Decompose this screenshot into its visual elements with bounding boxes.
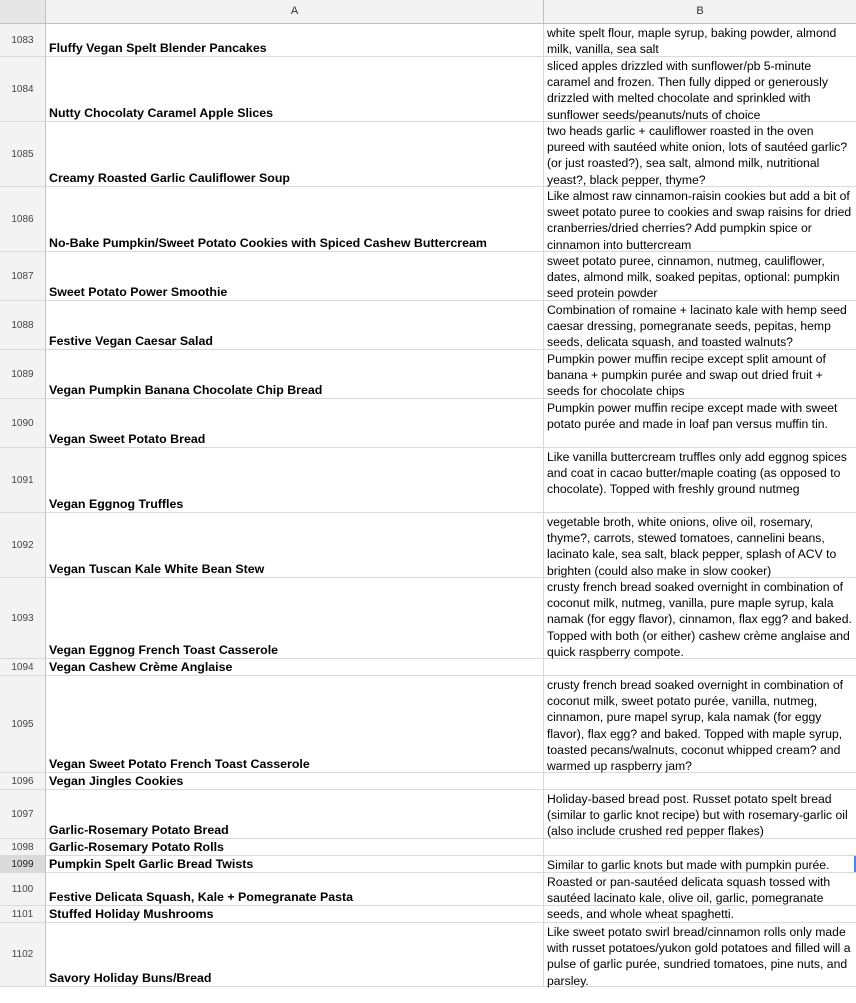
table-row[interactable] — [0, 659, 856, 676]
recipe-name-cell[interactable] — [46, 57, 544, 121]
recipe-notes-cell[interactable]: two heads garlic + cauliflower roasted in the oven pureed with sautéed white onion, lots of sautéed garlic? (or just roasted?), sea salt, almond milk, nutritional yeast?, black pepper, thyme? — [547, 124, 848, 187]
recipe-name: Pumpkin Spelt Garlic Bread Twists — [49, 857, 254, 871]
recipe-name-cell[interactable] — [46, 513, 544, 577]
recipe-name-cell[interactable] — [46, 448, 544, 512]
table-row[interactable] — [0, 578, 856, 659]
recipe-notes-cell[interactable]: white spelt flour, maple syrup, baking powder, almond milk, vanilla, sea salt — [547, 26, 837, 57]
table-row[interactable] — [0, 856, 856, 873]
recipe-name-cell[interactable] — [46, 906, 544, 922]
recipe-notes-cell[interactable] — [544, 773, 856, 789]
recipe-name-cell[interactable] — [46, 659, 544, 675]
table-row[interactable] — [0, 676, 856, 773]
table-row[interactable] — [0, 187, 856, 252]
recipe-name-cell[interactable] — [46, 24, 544, 56]
recipe-name: Vegan Tuscan Kale White Bean Stew — [49, 562, 265, 576]
recipe-name-cell[interactable] — [46, 350, 544, 398]
recipe-notes-cell[interactable]: Combination of romaine + lacinato kale with hemp seed caesar dressing, pomegranate seeds, pepitas, hemp seeds, delicata squash, and toasted walnuts? — [547, 303, 847, 350]
recipe-notes-cell[interactable]: sweet potato puree, cinnamon, nutmeg, cauliflower, dates, almond milk, soaked pepitas, optional: pumpkin seed protein powder — [547, 254, 840, 301]
recipe-name: Vegan Sweet Potato French Toast Casserole — [49, 757, 310, 771]
row-number[interactable]: 1102 — [0, 923, 46, 986]
recipe-notes-cell[interactable]: Pumpkin power muffin recipe except split amount of banana + pumpkin purée and swap out dried fruit + seeds for chocolate chips — [547, 352, 826, 399]
table-row[interactable] — [0, 350, 856, 399]
recipe-name-cell[interactable] — [46, 790, 544, 838]
row-number[interactable]: 1087 — [0, 252, 46, 300]
select-all-corner[interactable] — [0, 0, 46, 24]
recipe-name: Nutty Chocolaty Caramel Apple Slices — [49, 106, 274, 120]
row-number[interactable]: 1091 — [0, 448, 46, 512]
recipe-notes-cell[interactable] — [544, 839, 856, 855]
row-number[interactable]: 1088 — [0, 301, 46, 349]
row-number[interactable]: 1100 — [0, 873, 46, 905]
recipe-name: Festive Delicata Squash, Kale + Pomegranate Pasta — [49, 890, 354, 904]
recipe-notes-cell[interactable]: crusty french bread soaked overnight in combination of coconut milk, sweet potato purée, vanilla, nutmeg, cinnamon, pure mapel syrup, kala namak (for eggy flavor), flax egg? and baked. Topped with maple syrup, toasted pecans/walnuts, coconut whipped cream? and warmed up raspberry jam? — [547, 678, 844, 774]
recipe-notes-cell[interactable]: Similar to garlic knots but made with pumpkin purée. — [544, 856, 856, 872]
row-number[interactable]: 1096 — [0, 773, 46, 789]
recipe-notes-cell[interactable]: Like almost raw cinnamon-raisin cookies but add a bit of sweet potato puree to cookies and swap raisins for dried cranberries/dried cherries? Add pumpkin spice or cinnamon into buttercream — [547, 189, 852, 252]
row-number[interactable]: 1098 — [0, 839, 46, 855]
recipe-name-cell[interactable] — [46, 873, 544, 905]
row-number[interactable]: 1094 — [0, 659, 46, 675]
recipe-name: Garlic-Rosemary Potato Rolls — [49, 840, 224, 854]
table-row[interactable] — [0, 399, 856, 448]
row-number[interactable]: 1092 — [0, 513, 46, 577]
recipe-name-cell[interactable] — [46, 856, 544, 872]
row-number[interactable]: 1084 — [0, 57, 46, 121]
recipe-notes-cell[interactable]: crusty french bread soaked overnight in combination of coconut milk, nutmeg, vanilla, pure maple syrup, kala namak (for eggy flavor), cinnamon, flax egg? and baked. Topped with both (or either) cashew crème anglaise and quick raspberry compote. — [547, 580, 852, 659]
recipe-name-cell[interactable] — [46, 122, 544, 186]
recipe-name-cell[interactable] — [46, 676, 544, 772]
row-number[interactable]: 1085 — [0, 122, 46, 186]
table-row[interactable] — [0, 513, 856, 578]
table-row[interactable] — [0, 57, 856, 122]
table-row[interactable] — [0, 923, 856, 987]
sheet-rows — [0, 24, 856, 987]
recipe-name: Fluffy Vegan Spelt Blender Pancakes — [49, 41, 267, 55]
row-number[interactable]: 1090 — [0, 399, 46, 447]
recipe-notes-cell[interactable]: Pumpkin power muffin recipe except made with sweet potato purée and made in loaf pan versus muffin tin. — [547, 401, 838, 432]
recipe-name: Vegan Eggnog French Toast Casserole — [49, 643, 279, 657]
table-row[interactable] — [0, 773, 856, 790]
row-number[interactable]: 1093 — [0, 578, 46, 658]
recipe-name: Sweet Potato Power Smoothie — [49, 285, 228, 299]
table-row[interactable] — [0, 24, 856, 57]
recipe-name: Vegan Jingles Cookies — [49, 774, 184, 788]
row-number[interactable]: 1097 — [0, 790, 46, 838]
row-number[interactable]: 1099 — [0, 856, 46, 872]
row-number[interactable]: 1089 — [0, 350, 46, 398]
recipe-name: Vegan Eggnog Truffles — [49, 497, 184, 511]
row-number[interactable]: 1101 — [0, 906, 46, 922]
recipe-name: Garlic-Rosemary Potato Bread — [49, 823, 229, 837]
recipe-name-cell[interactable] — [46, 923, 544, 986]
recipe-name: Vegan Sweet Potato Bread — [49, 432, 206, 446]
recipe-name: Festive Vegan Caesar Salad — [49, 334, 213, 348]
recipe-notes-cell[interactable]: vegetable broth, white onions, olive oil, rosemary, thyme?, carrots, stewed tomatoes, cannelini beans, lacinato kale, sea salt, black pepper, splash of ACV to brighten (could also make in slow cooker) — [547, 515, 837, 578]
table-row[interactable] — [0, 252, 856, 301]
recipe-notes-cell[interactable]: Like sweet potato swirl bread/cinnamon rolls only made with russet potatoes/yukon gold potatoes and filled will a pulse of garlic purée, sundried tomatoes, pine nuts, and parsley. — [547, 925, 851, 988]
recipe-notes-cell[interactable]: Like vanilla buttercream truffles only add eggnog spices and coat in cacao butter/maple coating (as opposed to chocolate). Topped with freshly ground nutmeg — [547, 450, 847, 497]
recipe-notes-cell[interactable] — [544, 659, 856, 675]
recipe-name: Vegan Pumpkin Banana Chocolate Chip Bread — [49, 383, 323, 397]
recipe-name-cell[interactable] — [46, 773, 544, 789]
recipe-name-cell[interactable] — [46, 839, 544, 855]
recipe-notes-cell[interactable]: Roasted or pan-sautéed delicata squash tossed with sautéed lacinato kale, olive oil, garlic, pomegranate seeds, and whole wheat spaghetti. — [547, 875, 831, 922]
recipe-name-cell[interactable] — [46, 187, 544, 251]
recipe-name: Vegan Cashew Crème Anglaise — [49, 660, 233, 674]
table-row[interactable] — [0, 839, 856, 856]
row-number[interactable]: 1086 — [0, 187, 46, 251]
recipe-name-cell[interactable] — [46, 252, 544, 300]
recipe-name: Creamy Roasted Garlic Cauliflower Soup — [49, 171, 290, 185]
table-row[interactable] — [0, 790, 856, 839]
recipe-name-cell[interactable] — [46, 301, 544, 349]
recipe-name-cell[interactable] — [46, 578, 544, 658]
recipe-notes-cell[interactable]: Holiday-based bread post. Russet potato spelt bread (similar to garlic knot recipe) but with rosemary-garlic oil (also include crushed red pepper flakes) — [547, 792, 848, 839]
row-number[interactable]: 1095 — [0, 676, 46, 772]
table-row[interactable] — [0, 122, 856, 187]
column-header-b[interactable]: B — [544, 0, 856, 24]
recipe-notes-cell[interactable] — [544, 906, 856, 922]
row-number[interactable]: 1083 — [0, 24, 46, 56]
recipe-name: Savory Holiday Buns/Bread — [49, 971, 212, 985]
column-header-a[interactable]: A — [46, 0, 544, 24]
recipe-notes-cell[interactable]: sliced apples drizzled with sunflower/pb 5-minute caramel and frozen. Then fully dipped or generously drizzled with melted chocolate and sprinkled with sunflower seeds/peanuts/nuts of choice — [547, 59, 828, 122]
table-row[interactable] — [0, 906, 856, 923]
recipe-name: No-Bake Pumpkin/Sweet Potato Cookies with Spiced Cashew Buttercream — [49, 236, 487, 250]
table-row[interactable] — [0, 448, 856, 513]
recipe-name-cell[interactable] — [46, 399, 544, 447]
recipe-name: Stuffed Holiday Mushrooms — [49, 907, 214, 921]
table-row[interactable] — [0, 301, 856, 350]
